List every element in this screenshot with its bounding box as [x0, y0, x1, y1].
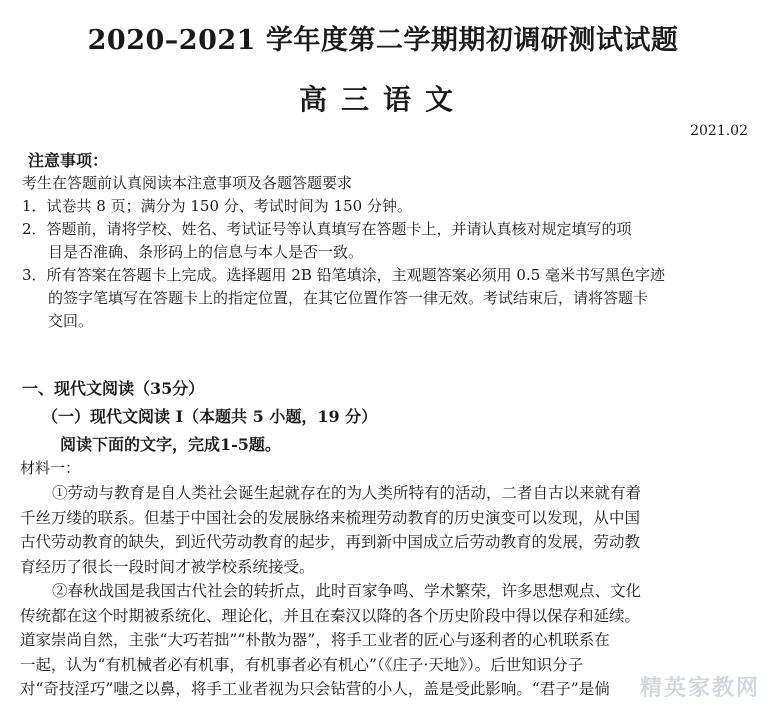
section-heading: 一、现代文阅读（35分）: [22, 379, 205, 398]
notice-line: 1．试卷共 8 页；满分为 150 分、考试时间为 150 分钟。: [22, 197, 412, 215]
subsection-heading: （一）现代文阅读 I（本题共 5 小题，19 分）: [42, 407, 378, 426]
passage-line: 对“奇技淫巧”嗤之以鼻，将手工业者视为只会钻营的小人，盖是受此影响。“君子”是倘: [20, 680, 610, 698]
notice-title: 注意事项：: [28, 151, 109, 170]
passage-line: 育经历了很长一段时间才被学校系统接受。: [20, 557, 315, 576]
passage-line: 古代劳动教育的缺失，到近代劳动教育的起步，再到新中国成立后劳动教育的发展，劳动教: [20, 533, 641, 551]
passage-line: 道家崇尚自然，主张“大巧若拙”“朴散为器”，将手工业者的匠心与逐利者的心机联系在: [20, 631, 610, 649]
passage-line: ②春秋战国是我国古代社会的转折点，此时百家争鸣、学术繁荣，许多思想观点、文化: [52, 582, 642, 600]
exam-date: 2021.02: [690, 123, 748, 139]
passage-text: [20, 481, 764, 702]
exam-subtitle: 高三语文: [298, 83, 467, 116]
passage-line: 一起，认为“有机械者必有机事，有机事者必有机心”（《庄子·天地》）。后世知识分子: [20, 655, 584, 674]
notice-line: 交回。: [48, 312, 94, 330]
material-label: 材料一：: [20, 459, 81, 477]
notice-line: 3．所有答案在答题卡上完成。选择题用 2B 铅笔填涂，主观题答案必须用 0.5 毫米书写黑色字迹: [22, 266, 666, 284]
watermark-logo: 精英家教网: [639, 676, 760, 701]
passage-line: 千丝万缕的联系。但基于中国社会的发展脉络来梳理劳动教育的历史演变可以发现，从中国: [20, 508, 641, 527]
exam-title: 2020–2021 学年度第二学期期初调研测试试题: [87, 25, 679, 56]
passage-line: 传统都在这个时期被系统化、理论化，并且在秦汉以降的各个历史阶段中得以保存和延续。: [20, 606, 641, 625]
notice-line: 目是否准确、条形码上的信息与本人是否一致。: [48, 243, 364, 261]
notice-line: 考生在答题前认真阅读本注意事项及各题答题要求: [22, 174, 353, 192]
notice-line: 2．答题前，请将学校、姓名、考试证号等认真填写在答题卡上，并请认真核对规定填写的项: [22, 220, 632, 238]
notice-list: [22, 172, 762, 333]
reading-instruction: 阅读下面的文字，完成1-5题。: [60, 435, 281, 454]
notice-line: 的签字笔填写在答题卡上的指定位置，在其它位置作答一律无效。考试结束后，请将答题卡: [48, 289, 649, 307]
passage-line: ①劳动与教育是自人类社会诞生起就存在的为人类所特有的活动，二者自古以来就有着: [52, 484, 642, 502]
